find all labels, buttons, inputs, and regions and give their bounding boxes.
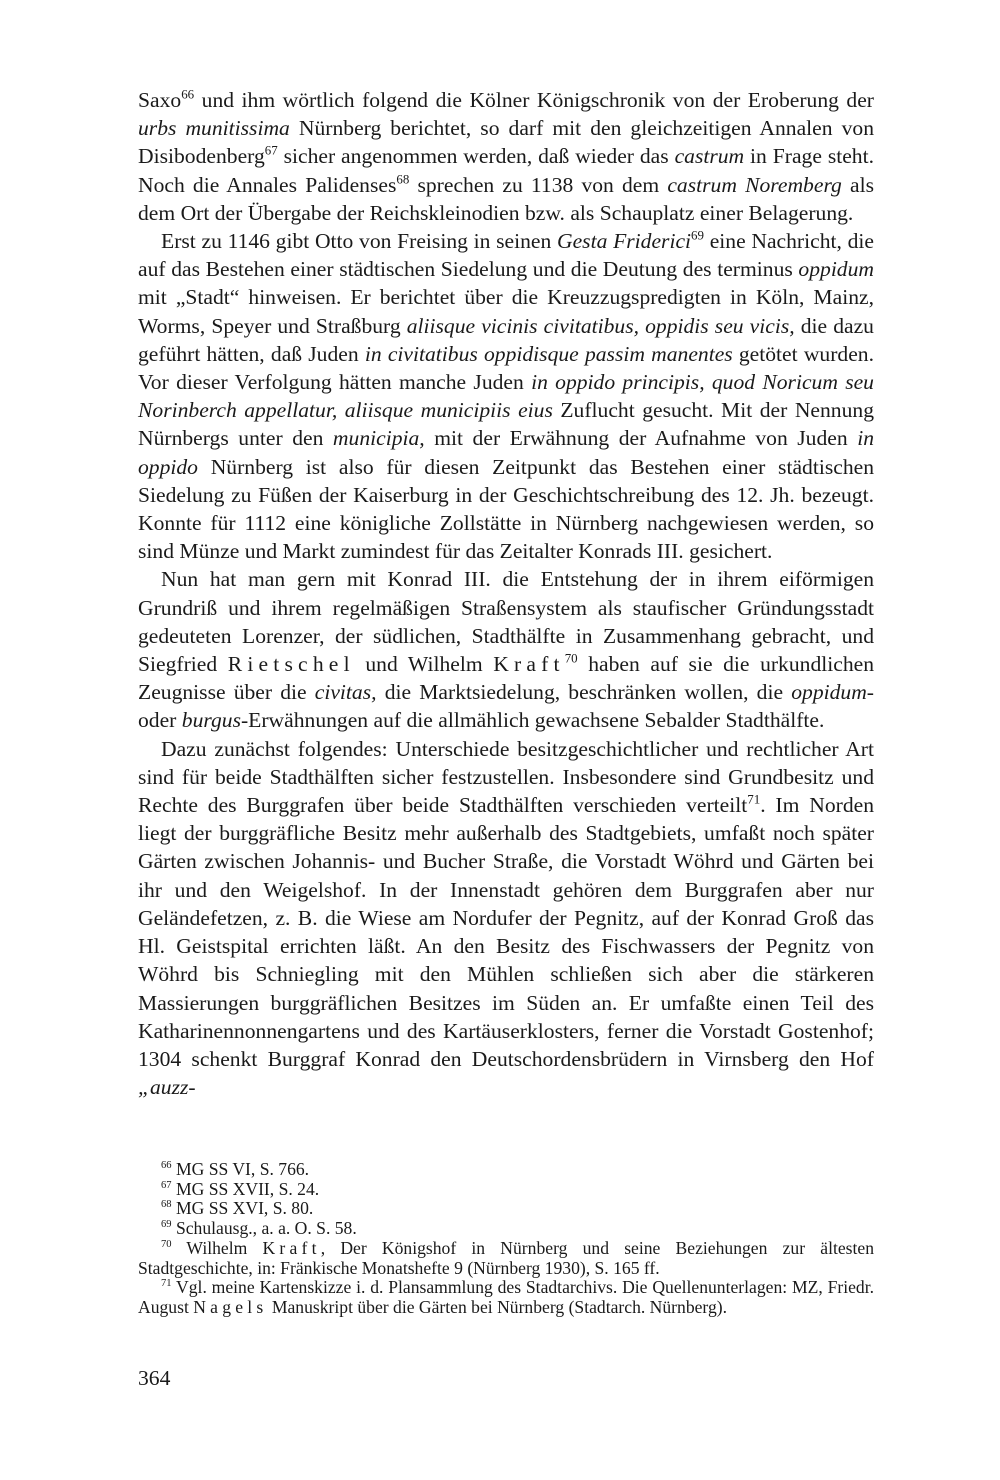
footnote bbox=[138, 1180, 874, 1200]
text-run: sprechen zu 1138 von dem bbox=[409, 172, 668, 197]
text-run: in Frage steht. Noch die Annales Palidenses bbox=[138, 144, 875, 197]
paragraph bbox=[138, 565, 874, 734]
paragraph bbox=[138, 735, 874, 1102]
spaced-name: Rietschel bbox=[227, 652, 355, 677]
italic-text: in civitatibus oppidisque passim manentes bbox=[364, 341, 733, 366]
footnote-ref: 69 bbox=[691, 227, 704, 243]
text-run: die Marktsiedelung, beschränken wollen, die bbox=[376, 680, 792, 705]
footnote bbox=[138, 1278, 874, 1317]
text-run: Nürnberg ist also für diesen Zeitpunkt das Bestehen einer städtischen Siedelung zu Füßen der Kaiserburg in der Geschichtschreibung des 12. Jh. bezeugt. Konnte für 1112 eine königliche Zollstätte in Nürnberg nachgewiesen werden, so sind Münze und Markt zumindest für das Zeitalter Konrads III. gesichert. bbox=[138, 454, 874, 564]
text-run: Dazu zunächst folgendes: Unterschiede besitzgeschichtlicher und rechtlicher Art sind für beide Stadthälften sicher festzustellen. Insbesondere sind Grundbesitz und Rechte des Burggrafen über beide Stadthälften verschieden verteilt bbox=[138, 736, 874, 818]
text-run: Wilhelm bbox=[171, 1237, 263, 1258]
italic-text: civitas, bbox=[314, 680, 377, 705]
italic-text: in oppido bbox=[138, 426, 874, 479]
footnote-ref: 67 bbox=[264, 142, 278, 158]
footnote-ref: 71 bbox=[161, 1278, 172, 1290]
footnote-ref: 66 bbox=[181, 86, 195, 102]
text-run: als dem Ort der Übergabe der Reichskleinodien bzw. als Schauplatz einer Belagerung. bbox=[138, 172, 874, 225]
text-run: Vgl. meine Kartenskizze i. d. Plansammlung des Stadtarchivs. Die Quellenunterlagen: MZ, Friedr. August bbox=[138, 1277, 874, 1317]
text-run: Nürnberg berichtet, so darf mit den gleichzeitigen Annalen von Disibodenberg bbox=[138, 116, 874, 169]
paragraph bbox=[138, 86, 874, 227]
text-run: MG SS XVII, S. 24. bbox=[171, 1178, 320, 1199]
italic-text: in oppido principis, quod Noricum seu Norinberch appellatur, aliisque municipiis eius bbox=[138, 370, 874, 423]
italic-text: Gesta Friderici bbox=[557, 229, 692, 254]
text-run: Zuflucht gesucht. Mit der Nennung Nürnbergs unter den bbox=[138, 398, 874, 451]
text-run: Manuskript über die Gärten bei Nürnberg (Stadtarch. Nürnberg). bbox=[267, 1296, 728, 1317]
spaced-name: Kraft bbox=[493, 652, 565, 677]
paragraph bbox=[138, 227, 874, 565]
text-run: mit der Erwähnung der Aufnahme von Juden bbox=[424, 426, 858, 451]
text-run: -Erwähnungen auf die allmählich gewachsene Sebalder Stadthälfte. bbox=[240, 708, 825, 733]
spaced-name: Kraft bbox=[262, 1237, 321, 1258]
footnote-ref: 66 bbox=[161, 1160, 172, 1172]
text-run: die dazu geführt hätten, daß Juden bbox=[138, 313, 874, 366]
text-run: getötet wurden. Vor dieser Verfolgung hätten manche Juden bbox=[138, 341, 874, 395]
footnote-ref: 70 bbox=[161, 1238, 172, 1250]
italic-text: municipia, bbox=[332, 426, 425, 451]
italic-text: castrum Noremberg bbox=[667, 172, 842, 197]
text-run: mit „Stadt“ hinweisen. Er berichtet über die Kreuzzugspredigten in Köln, Mainz, Worms, Speyer und Straßburg bbox=[138, 285, 874, 338]
italic-text: urbs munitissima bbox=[138, 116, 290, 141]
italic-text: castrum bbox=[674, 144, 745, 169]
footnote-ref: 70 bbox=[564, 650, 578, 666]
footnote-ref: 71 bbox=[747, 791, 761, 807]
main-text bbox=[138, 86, 874, 1101]
text-run: und ihm wörtlich folgend die Kölner Königschronik von der Eroberung der bbox=[194, 88, 874, 112]
italic-text: burgus bbox=[181, 708, 241, 733]
text-run: MG SS XVI, S. 80. bbox=[171, 1198, 314, 1219]
text-run: haben auf sie die urkundlichen Zeugnisse über die bbox=[138, 652, 875, 705]
italic-text: aliisque vicinis civitatibus, oppidis seu vicis, bbox=[406, 313, 795, 338]
text-run: MG SS VI, S. 766. bbox=[171, 1159, 310, 1179]
italic-text: „auzz- bbox=[138, 1075, 196, 1100]
text-run: . Im Norden liegt der burggräfliche Besitz mehr außerhalb des Stadtgebiets, umfaßt noch später Gärten zwischen Johannis- und Bucher Straße, die Vorstadt Wöhrd und Gärten bei ihr und den Weigelshof. In der Innenstadt gehören dem Burggrafen aber nur Geländefetzen, z. B. die Wiese am Nordufer der Pegnitz, auf der Konrad Groß das Hl. Geistspital errichten läßt. An den Besitz des Fischwassers der Pegnitz von Wöhrd bis Schniegling mit den Mühlen schließen sich aber die stärkeren Massierungen burggräflichen Besitzes im Süden an. Er umfaßte einen Teil des Katharinennonnengartens und des Kartäuserklosters, ferner die Vorstadt Gostenhof; 1304 schenkt Burggraf Konrad den Deutschordensbrüdern in Virnsberg den Hof bbox=[138, 793, 874, 1071]
spaced-name: Nagels bbox=[193, 1296, 268, 1317]
text-run: und Wilhelm bbox=[354, 652, 494, 677]
text-run: eine Nachricht, die auf das Bestehen einer städtischen Siedelung und die Deutung des terminus bbox=[138, 229, 874, 282]
text-run: Erst zu 1146 gibt Otto von Freising in seinen bbox=[161, 229, 557, 254]
footnote-ref: 68 bbox=[396, 171, 410, 187]
footnote bbox=[138, 1160, 874, 1180]
text-run: Nun hat man gern mit Konrad III. die Entstehung der in ihrem eiförmigen Grundriß und ihrem regelmäßigen Straßensystem als staufischer Gründungsstadt gedeuteten Lorenzer, der südlichen, Stadthälfte in Zusammenhang gebracht, und Siegfried bbox=[138, 567, 874, 677]
footnote bbox=[138, 1199, 874, 1219]
text-run: oder bbox=[138, 708, 182, 733]
footnote bbox=[138, 1239, 874, 1278]
footnote bbox=[138, 1219, 874, 1239]
page-number: 364 bbox=[138, 1366, 171, 1390]
footnotes bbox=[138, 1160, 874, 1318]
italic-text: oppidum bbox=[798, 257, 874, 282]
text-run: Schulausg., a. a. O. S. 58. bbox=[171, 1218, 357, 1239]
footnote-ref: 68 bbox=[161, 1199, 172, 1211]
text-run: Saxo bbox=[138, 88, 182, 112]
italic-text: oppidum- bbox=[791, 680, 874, 705]
footnote-ref: 69 bbox=[161, 1219, 172, 1231]
footnote-ref: 67 bbox=[161, 1179, 172, 1191]
text-run: , Der Königshof in Nürnberg und seine Beziehungen zur ältesten Stadtgeschichte, in: Fränkische Monatshefte 9 (Nürnberg 1930), S. 165 ff. bbox=[138, 1237, 874, 1278]
text-run: sicher angenommen werden, daß wieder das bbox=[277, 144, 675, 169]
